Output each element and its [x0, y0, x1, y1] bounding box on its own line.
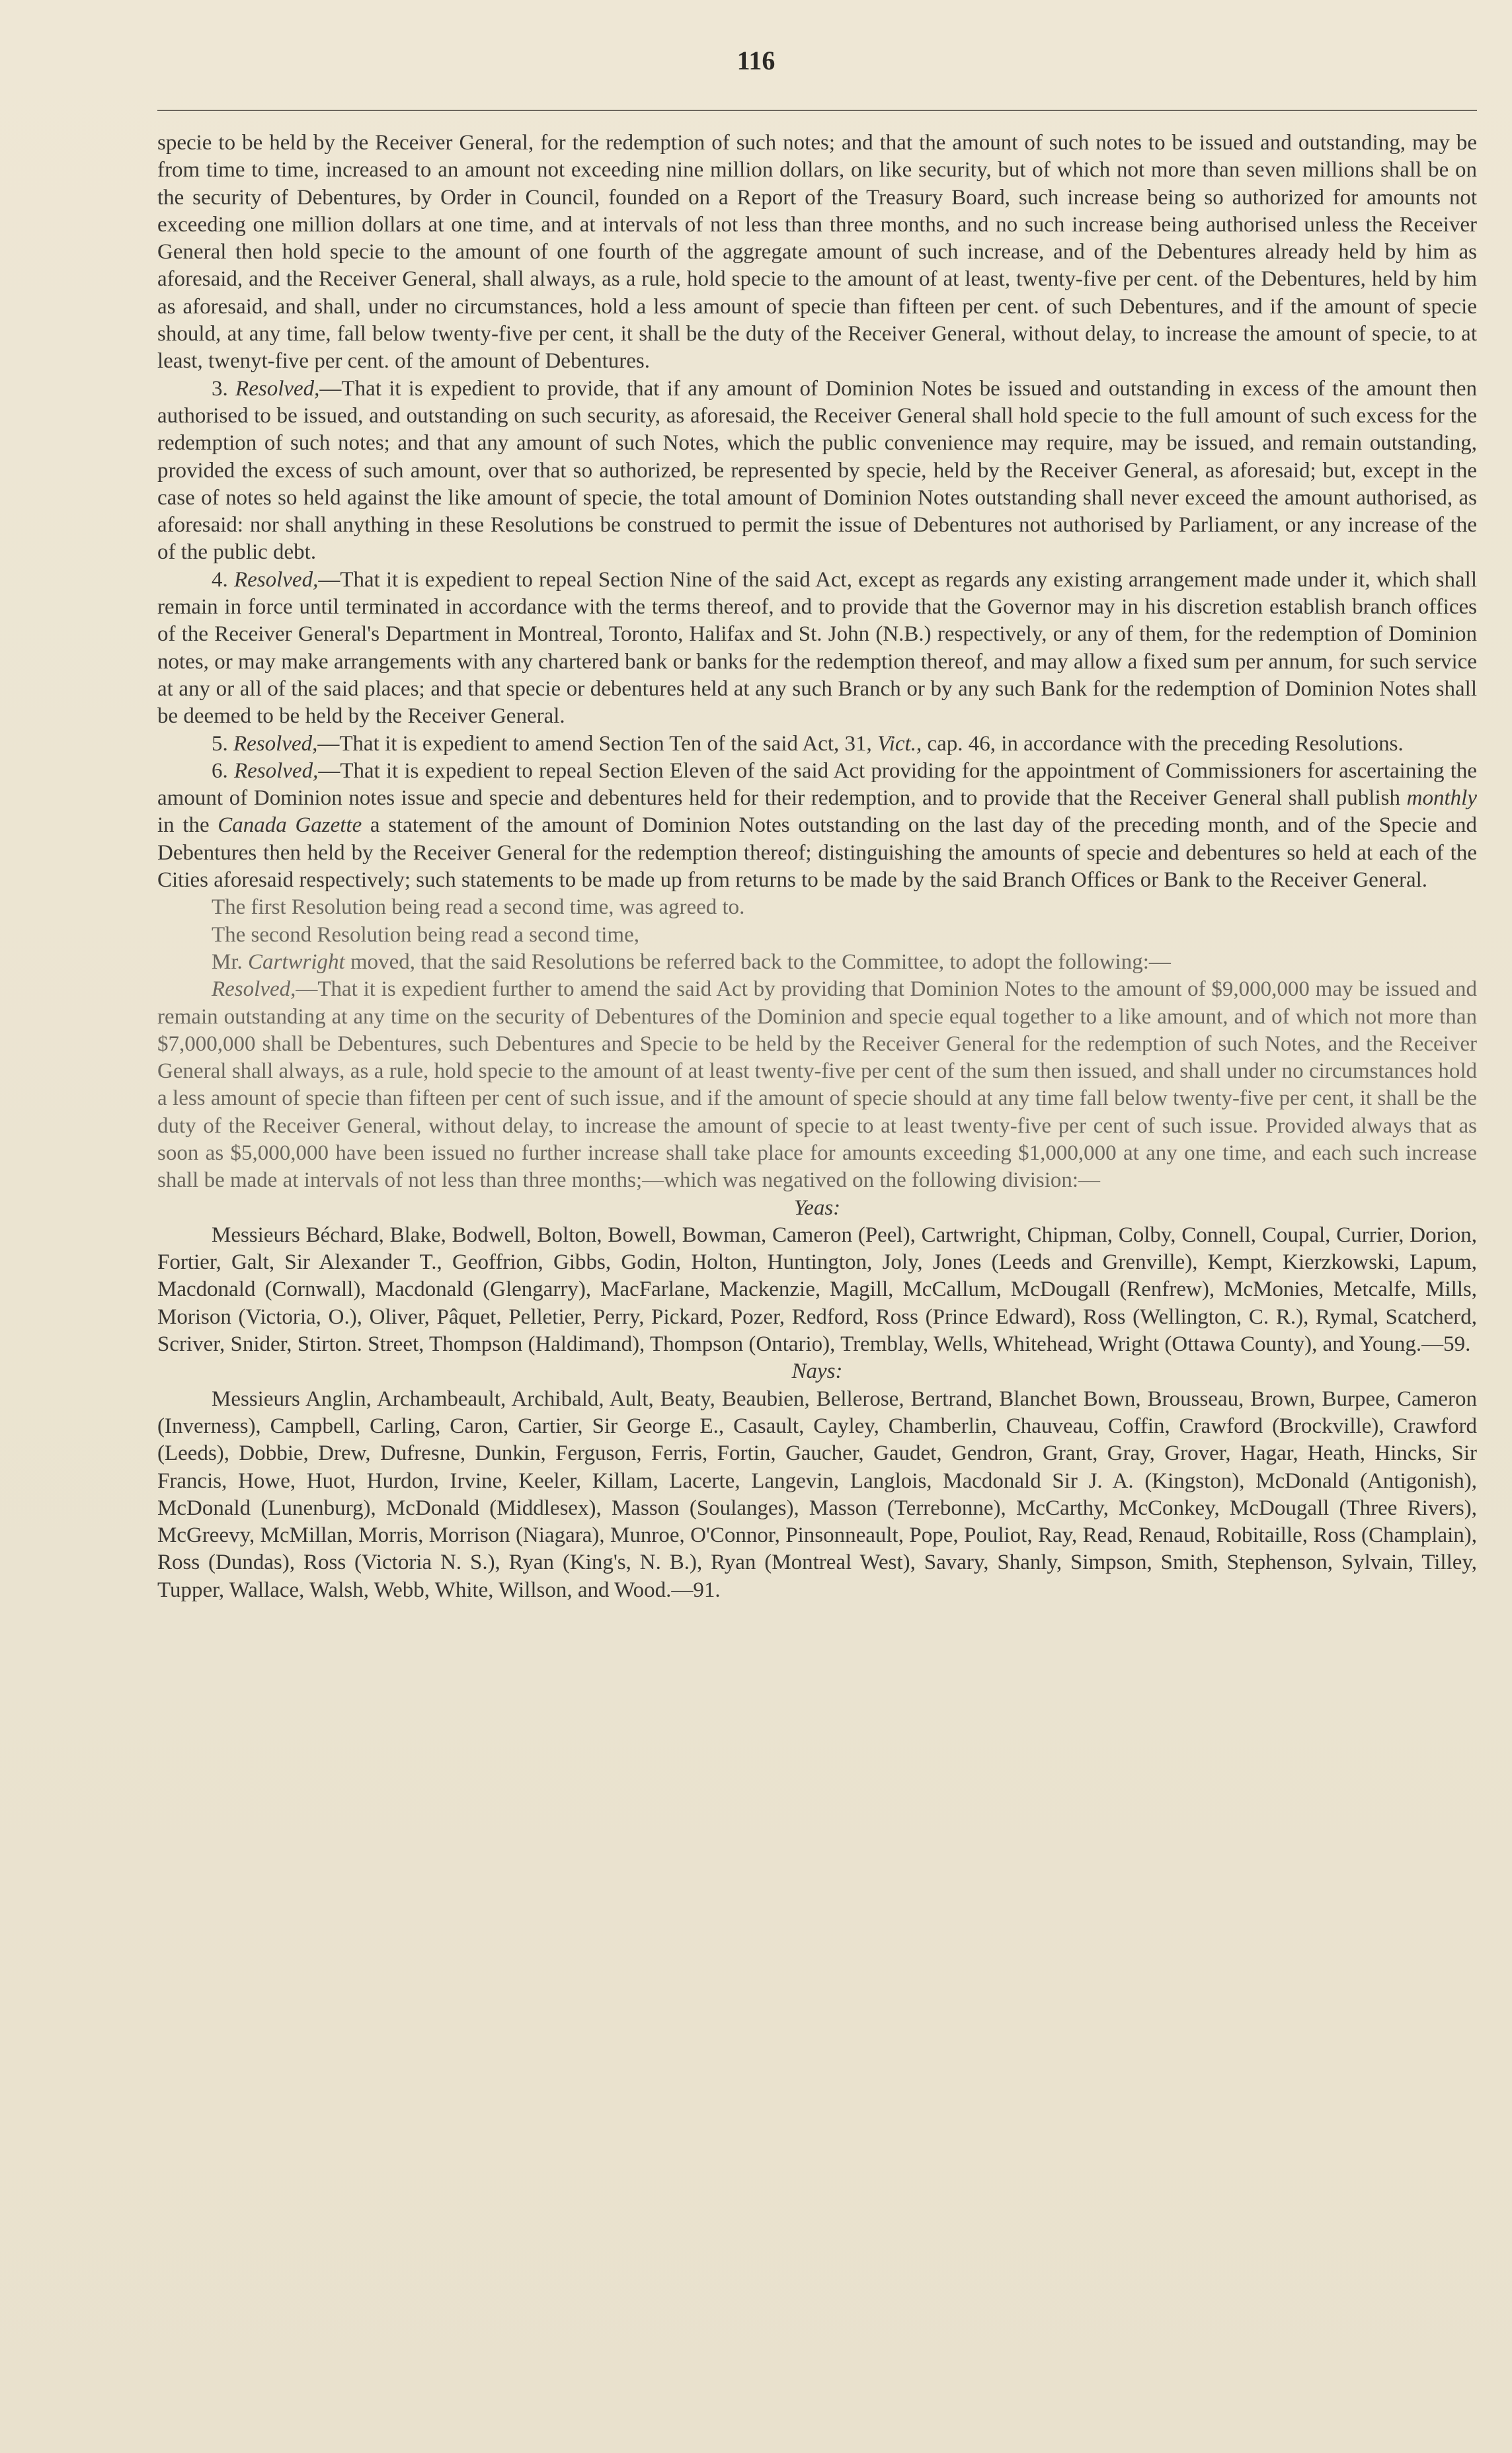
resolution-number: 6. — [212, 758, 228, 783]
resolution-5 — [157, 731, 1477, 758]
resolution-number: 3. — [212, 376, 228, 401]
resolution-text: —That it is expedient to amend Section Ten of the said Act, 31, — [317, 731, 878, 756]
resolution-text: a statement of the amount of Dominion Notes outstanding on the last day of the preceding month, and of the Specie and Debentures then held by the Receiver General for the redemption thereof; distinguishing the amounts of specie and debentures so held at each of the Cities aforesaid respectively; such statements to be made up from returns to be made by the said Branch Offices or Bank to the Receiver General. — [157, 813, 1477, 893]
page-number: 116 — [736, 46, 776, 75]
resolution-3 — [157, 376, 1477, 567]
monthly-word: monthly — [1406, 786, 1477, 811]
motion-text: moved, that the said Resolutions be referred back to the Committee, to adopt the following:— — [344, 949, 1171, 974]
resolution-text: , cap. 46, in accordance with the preceding Resolutions. — [916, 731, 1404, 756]
resolved-label: Resolved, — [233, 731, 318, 756]
nays-heading: Nays: — [791, 1359, 843, 1384]
resolution-text: —That it is expedient to repeal Section Nine of the said Act, except as regards any existing arrangement made under it, which shall remain in force until terminated in accordance with the terms thereof, and to provide that the Governor may in his discretion establish branch offices of the Receiver General's Department in Montreal, Toronto, Halifax and St. John (N.B.) respectively, or any of them, for the redemption of Dominion notes, or may make arrangements with any chartered bank or banks for the redemption thereof, and may allow a fixed sum per annum, for such service at any or all of the said places; and that specie or debentures held at any such Branch or by any such Bank for the redemption of Dominion Notes shall be deemed to be held by the Receiver General. — [157, 567, 1478, 729]
member-name: Cartwright — [248, 949, 345, 974]
nays-list: Messieurs Anglin, Archambeault, Archibald, Ault, Beaty, Beaubien, Bellerose, Bertrand, Blanchet Bown, Brousseau, Brown, Burpee, Cameron (Inverness), Campbell, Carling, Caron, Cartier, Sir George E., Casault, Cayley, Chamberlin, Chauveau, Coffin, Crawford (Brockville), Crawford (Leeds), Dobbie, Drew, Dufresne, Dunkin, Ferguson, Ferris, Fortin, Gaucher, Gaudet, Gendron, Grant, Gray, Grover, Hagar, Heath, Hincks, Sir Francis, Howe, Huot, Hurdon, Irvine, Keeler, Killam, Lacerte, Langevin, Langlois, Macdonald Sir J. A. (Kingston), McDonald (Antigonish), McDonald (Lunenburg), McDonald (Middlesex), Masson (Soulanges), Masson (Terrebonne), McCarthy, McConkey, McDougall (Three Rivers), McGreevy, McMillan, Morris, Morrison (Niagara), Munroe, O'Connor, Pinsonneault, Pope, Pouliot, Ray, Read, Renaud, Robitaille, Ross (Champlain), Ross (Dundas), Ross (Victoria N. S.), Ryan (King's, N. B.), Ryan (Montreal West), Savary, Shanly, Simpson, Smith, Stephenson, Sylvain, Tilley, Tupper, Wallace, Walsh, Webb, White, Willson, and Wood.—91. — [157, 1387, 1477, 1602]
resolved-label: Resolved, — [233, 567, 319, 592]
vict-abbrev: Vict. — [877, 731, 916, 756]
body-text — [157, 130, 1477, 1604]
resolution-text: —That it is expedient to provide, that if any amount of Dominion Notes be issued and outstanding in excess of the amount then authorised to be issued, and outstanding on such security, as aforesaid, the Receiver General shall hold specie to the full amount of such excess for the redemption of such notes; and that any amount of such Notes, which the public convenience may require, may be issued, and remain outstanding, provided the excess of such amount, over that so authorized, be represented by specie, held by the Receiver General, as aforesaid; but, except in the case of notes so held against the like amount of specie, the total amount of Dominion Notes outstanding shall never exceed the amount authorised, as aforesaid: nor shall anything in these Resolutions be construed to permit the issue of Debentures not authorised by Parliament, or any increase of the of the public debt. — [157, 376, 1477, 565]
resolved-label: Resolved, — [235, 376, 320, 401]
resolution-number: 4. — [212, 567, 228, 592]
resolution-4 — [157, 567, 1477, 731]
second-reading: The second Resolution being read a second time, — [212, 922, 639, 947]
resolved-label: Resolved, — [212, 977, 296, 1002]
resolution-6 — [157, 758, 1477, 894]
header-rule — [157, 110, 1477, 111]
yeas-list: Messieurs Béchard, Blake, Bodwell, Bolton, Bowell, Bowman, Cameron (Peel), Cartwright, Chipman, Colby, Connell, Coupal, Currier, Dorion, Fortier, Galt, Sir Alexander T., Geoffrion, Gibbs, Godin, Holton, Huntington, Joly, Jones (Leeds and Grenville), Kempt, Kierzkowski, Lapum, Macdonald (Cornwall), Macdonald (Glengarry), MacFarlane, Mackenzie, Magill, McCallum, McDougall (Renfrew), McMonies, Metcalfe, Mills, Morison (Victoria, O.), Oliver, Pâquet, Pelletier, Perry, Pickard, Pozer, Redford, Ross (Prince Edward), Ross (Wellington, C. R.), Rymal, Scatcherd, Scriver, Snider, Stirton. Street, Thompson (Haldimand), Thompson (Ontario), Tremblay, Wells, Whitehead, Wright (Ottawa County), and Young.—59. — [157, 1223, 1477, 1357]
resolution-text: —That it is expedient to repeal Section Eleven of the said Act providing for the appointment of Commissioners for ascertaining the amount of Dominion notes issue and specie and debentures held for their redemption, and to provide that the Receiver General shall publish — [157, 758, 1478, 811]
yeas-heading: Yeas: — [793, 1195, 841, 1220]
first-reading: The first Resolution being read a second time, was agreed to. — [212, 895, 745, 920]
amendment-text: —That it is expedient further to amend the said Act by providing that Dominion Notes to the amount of $9,000,000 may be issued and remain outstanding at any time on the security of Debentures of the Dominion and specie equal together to a like amount, and of which not more than $7,000,000 shall be Debentures, such Debentures and Specie to be held by the Receiver General for the redemption of such Notes, and the Receiver General shall always, as a rule, hold specie to the amount of at least twenty-five per cent of the sum then issued, and shall under no circumstances hold a less amount of specie than fifteen per cent of such issue, and if the amount of specie should at any time fall below twenty-five per cent, it shall be the duty of the Receiver General, without delay, to increase the amount of specie to at least twenty-five per cent of such issue. Provided always that as soon as $5,000,000 have been issued no further increase shall take place for amounts exceeding $1,000,000 at any one time, and each such increase shall be made at intervals of not less than three months;—which was negatived on the following division:— — [157, 977, 1477, 1193]
resolved-label: Resolved, — [233, 758, 319, 783]
resolution-text: in the — [157, 813, 218, 838]
resolution-number: 5. — [212, 731, 228, 756]
amendment — [157, 976, 1477, 1194]
cartwright-motion — [157, 949, 1477, 976]
gazette-name: Canada Gazette — [218, 813, 362, 838]
paragraph-specie: specie to be held by the Receiver General, for the redemption of such notes; and that the amount of such notes to be issued and outstanding, may be from time to time, increased to an amount not exceeding nine million dollars, on like security, but of which not more than seven millions shall be on the security of Debentures, by Order in Council, founded on a Report of the Treasury Board, such increase being so authorized for amounts not exceeding one million dollars at one time, and at intervals of not less than three months, and no such increase being authorised unless the Receiver General then hold specie to the amount of one fourth of the aggregate amount of such increase, and of the Debentures already held by him as aforesaid, and the Receiver General, shall always, as a rule, hold specie to the amount of at least, twenty-five per cent. of the Debentures, held by him as aforesaid, and shall, under no circumstances, hold a less amount of specie than fifteen per cent. of such Debentures, and if the amount of specie should, at any time, fall below twenty-five per cent, it shall be the duty of the Receiver General, without delay, to increase the amount of specie, to at least, twenyt-five per cent. of the amount of Debentures. — [157, 131, 1477, 374]
motion-prefix: Mr. — [212, 949, 249, 974]
